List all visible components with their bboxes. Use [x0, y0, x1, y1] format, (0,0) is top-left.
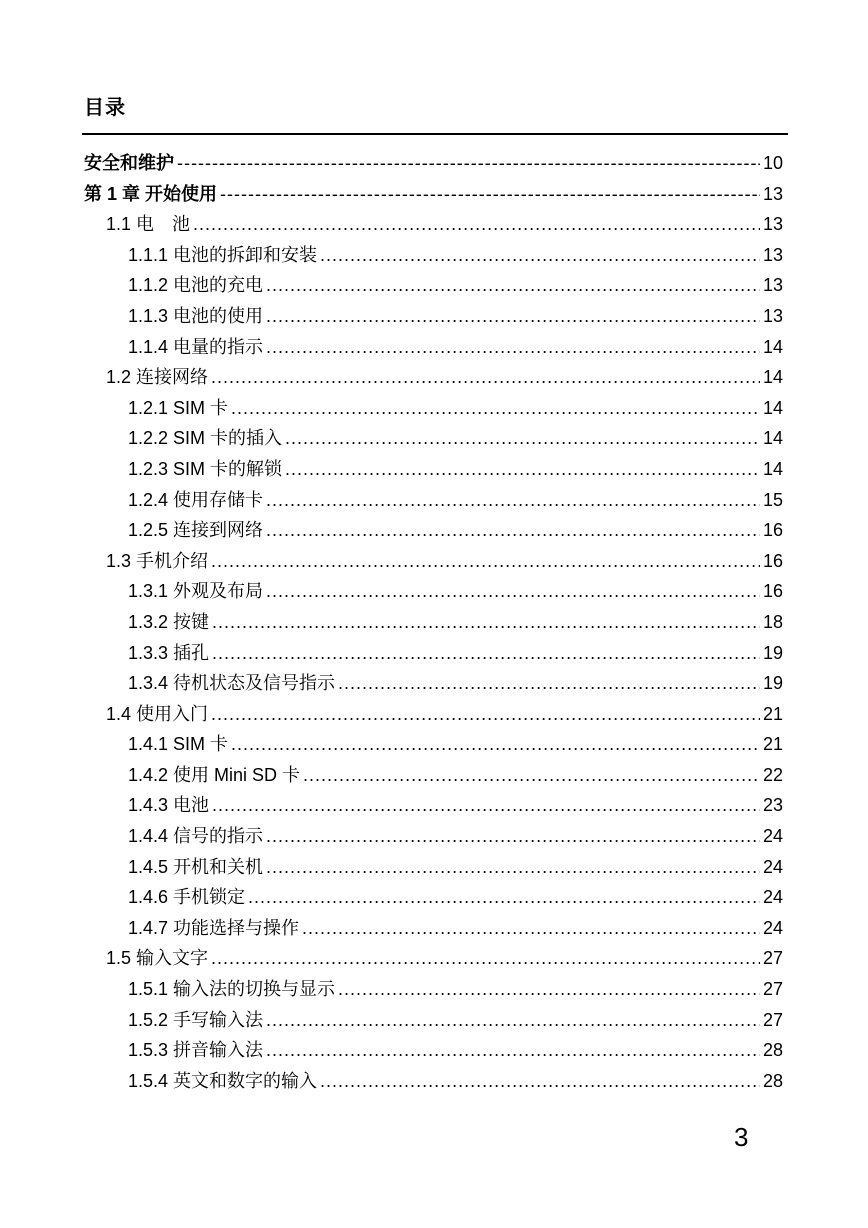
toc-entry-page: 24 [762, 887, 783, 908]
toc-entry-label: 1.5.4 英文和数字的输入 [128, 1070, 318, 1091]
toc-entry-label: 1.3.1 外观及布局 [128, 581, 264, 602]
toc-entry-label: 1.1.3 电池的使用 [128, 305, 264, 326]
toc-entry[interactable] [84, 1035, 783, 1066]
toc-entry-label: 1.2.1 SIM 卡 [128, 397, 229, 418]
toc-entry-label: 1.2.2 SIM 卡的插入 [128, 428, 283, 449]
toc-leader [193, 209, 760, 240]
toc-entry[interactable] [84, 668, 783, 699]
toc-entry[interactable] [84, 882, 783, 913]
toc-entry-label: 1.2.3 SIM 卡的解锁 [128, 458, 283, 479]
toc-entry-page: 18 [762, 611, 783, 632]
toc-entry[interactable] [84, 638, 783, 669]
toc-leader [338, 974, 760, 1005]
toc-leader [266, 852, 760, 883]
toc-entry[interactable] [84, 485, 783, 516]
toc-leader [266, 1035, 760, 1066]
toc-entry-label: 第 1 章 开始使用 [84, 183, 218, 204]
title-divider [82, 133, 788, 135]
toc-entry[interactable] [84, 240, 783, 271]
toc-entry[interactable] [84, 913, 783, 944]
toc-entry-page: 22 [762, 764, 783, 785]
toc-entry-label: 1.3.3 插孔 [128, 642, 210, 663]
toc-entry-label: 1.4.2 使用 Mini SD 卡 [128, 764, 301, 785]
toc-entry[interactable] [84, 423, 783, 454]
toc-entry[interactable] [84, 699, 783, 730]
toc-entry-page: 13 [762, 305, 783, 326]
toc-entry-page: 16 [762, 520, 783, 541]
toc-entry[interactable] [84, 362, 783, 393]
toc-entry-page: 24 [762, 917, 783, 938]
toc-entry-label: 1.4.5 开机和关机 [128, 856, 264, 877]
toc-entry-label: 1.5.1 输入法的切换与显示 [128, 979, 336, 1000]
toc-leader [266, 485, 760, 516]
toc-entry-page: 21 [762, 734, 783, 755]
toc-entry[interactable] [84, 393, 783, 424]
toc-entry[interactable] [84, 943, 783, 974]
toc-entry-page: 27 [762, 948, 783, 969]
toc-entry-page: 14 [762, 428, 783, 449]
toc-entry[interactable] [84, 821, 783, 852]
toc-leader [266, 332, 760, 363]
toc-entry-page: 19 [762, 642, 783, 663]
toc-leader [266, 821, 760, 852]
toc-entry[interactable] [84, 270, 783, 301]
table-of-contents [84, 148, 783, 1096]
toc-entry-page: 24 [762, 826, 783, 847]
toc-entry-page: 13 [762, 214, 783, 235]
toc-entry[interactable] [84, 515, 783, 546]
toc-entry-page: 28 [762, 1040, 783, 1061]
toc-leader [303, 760, 760, 791]
toc-entry-page: 27 [762, 1009, 783, 1030]
toc-entry-page: 13 [762, 275, 783, 296]
toc-leader [211, 699, 760, 730]
toc-entry-page: 13 [762, 183, 783, 204]
toc-entry[interactable] [84, 454, 783, 485]
toc-entry[interactable] [84, 607, 783, 638]
toc-leader [266, 515, 760, 546]
toc-entry-label: 1.4.4 信号的指示 [128, 826, 264, 847]
toc-leader [211, 362, 760, 393]
toc-leader [320, 1066, 760, 1097]
toc-entry-label: 1.5.2 手写输入法 [128, 1009, 264, 1030]
toc-entry-label: 1.1 电 池 [106, 214, 191, 235]
toc-entry-label: 1.4.6 手机锁定 [128, 887, 246, 908]
toc-entry-label: 1.2.5 连接到网络 [128, 520, 264, 541]
toc-entry[interactable] [84, 1066, 783, 1097]
toc-entry-page: 14 [762, 458, 783, 479]
toc-entry[interactable] [84, 974, 783, 1005]
toc-leader [266, 576, 760, 607]
toc-leader [177, 148, 760, 179]
toc-entry-label: 1.1.2 电池的充电 [128, 275, 264, 296]
toc-entry-page: 14 [762, 367, 783, 388]
toc-entry-label: 1.4 使用入门 [106, 703, 209, 724]
toc-entry-label: 安全和维护 [84, 153, 174, 173]
toc-leader [231, 393, 760, 424]
toc-entry-label: 1.2 连接网络 [106, 367, 209, 388]
toc-leader [212, 790, 760, 821]
toc-entry-label: 1.3.4 待机状态及信号指示 [128, 673, 336, 694]
toc-leader [266, 301, 760, 332]
toc-leader [212, 638, 760, 669]
toc-leader [266, 270, 760, 301]
toc-entry-page: 23 [762, 795, 783, 816]
page-number: 3 [734, 1122, 749, 1152]
toc-entry[interactable] [84, 1005, 783, 1036]
toc-entry-page: 27 [762, 979, 783, 1000]
toc-entry-page: 21 [762, 703, 783, 724]
toc-entry-label: 1.4.1 SIM 卡 [128, 734, 229, 755]
toc-entry[interactable] [84, 179, 783, 210]
toc-leader [212, 607, 760, 638]
toc-entry-label: 1.5 输入文字 [106, 948, 209, 969]
toc-entry-page: 10 [762, 153, 783, 173]
toc-leader [220, 179, 760, 210]
toc-entry[interactable] [84, 332, 783, 363]
toc-entry-label: 1.4.3 电池 [128, 795, 210, 816]
toc-entry-page: 16 [762, 581, 783, 602]
toc-leader [248, 882, 760, 913]
toc-entry-label: 1.1.1 电池的拆卸和安装 [128, 244, 318, 265]
page-title: 目录 [84, 97, 126, 119]
toc-leader [211, 546, 760, 577]
toc-entry[interactable] [84, 209, 783, 240]
toc-entry[interactable] [84, 729, 783, 760]
toc-leader [338, 668, 760, 699]
toc-leader [285, 423, 760, 454]
toc-entry[interactable] [84, 301, 783, 332]
toc-entry-label: 1.5.3 拼音输入法 [128, 1040, 264, 1061]
toc-leader [285, 454, 760, 485]
toc-leader [211, 943, 760, 974]
toc-entry-page: 14 [762, 397, 783, 418]
toc-leader [231, 729, 760, 760]
toc-entry-page: 14 [762, 336, 783, 357]
toc-leader [302, 913, 760, 944]
toc-leader [320, 240, 760, 271]
toc-entry-page: 28 [762, 1070, 783, 1091]
toc-entry-label: 1.4.7 功能选择与操作 [128, 917, 300, 938]
toc-entry[interactable] [84, 576, 783, 607]
toc-entry-page: 24 [762, 856, 783, 877]
toc-entry[interactable] [84, 148, 783, 179]
toc-entry-page: 16 [762, 550, 783, 571]
toc-entry[interactable] [84, 760, 783, 791]
toc-entry[interactable] [84, 790, 783, 821]
toc-entry[interactable] [84, 852, 783, 883]
toc-entry-label: 1.3 手机介绍 [106, 550, 209, 571]
toc-entry-label: 1.3.2 按键 [128, 611, 210, 632]
toc-entry[interactable] [84, 546, 783, 577]
toc-entry-label: 1.2.4 使用存储卡 [128, 489, 264, 510]
toc-entry-page: 13 [762, 244, 783, 265]
toc-entry-page: 19 [762, 673, 783, 694]
toc-entry-label: 1.1.4 电量的指示 [128, 336, 264, 357]
toc-entry-page: 15 [762, 489, 783, 510]
toc-leader [266, 1005, 760, 1036]
